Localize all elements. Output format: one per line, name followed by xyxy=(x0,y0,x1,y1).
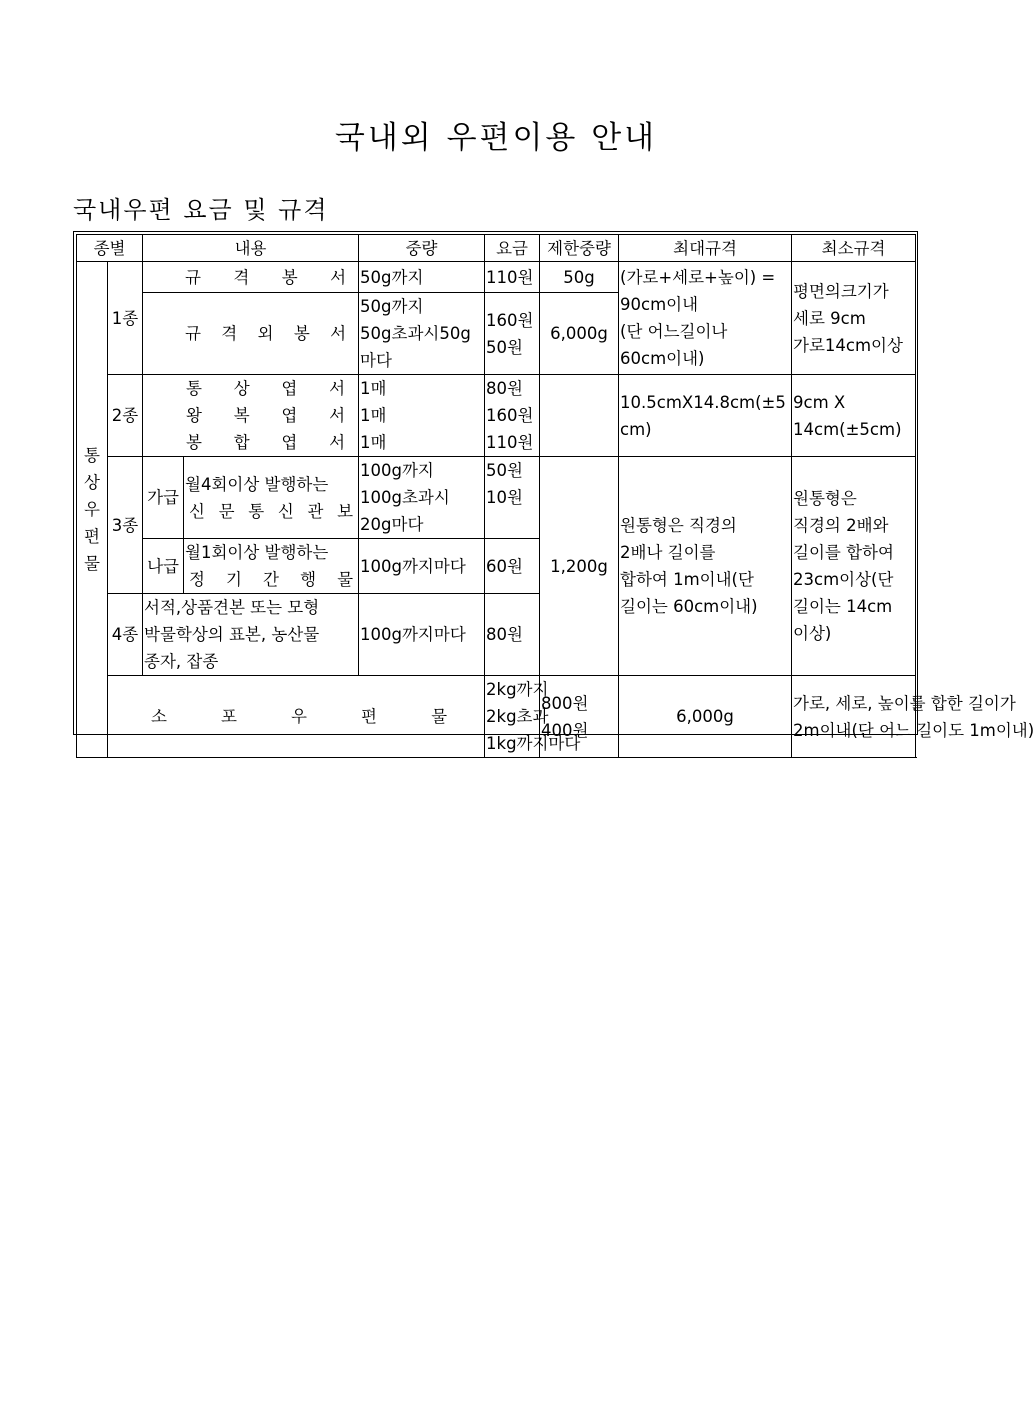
class3-ga-fee xyxy=(485,457,540,539)
parcel-label-text: 소 포 우 편 물 xyxy=(151,707,448,726)
group-label-char: 통 xyxy=(84,446,100,465)
spec-line: 2m이내(단 어느 길이도 1m이내) xyxy=(793,720,1034,740)
weight-line: 50g까지 xyxy=(360,297,424,316)
spec-line: 길이는 14cm xyxy=(793,597,893,616)
class2-weight xyxy=(359,375,485,457)
spec-line: 14cm(±5cm) xyxy=(793,419,902,439)
spec-line: (단 어느길이나 xyxy=(620,322,728,341)
class2-min-spec xyxy=(792,375,916,457)
table-row xyxy=(77,676,916,758)
class3-label: 3종 xyxy=(108,457,143,594)
header-fee: 요금 xyxy=(485,235,540,262)
spec-line: 평면의크기가 xyxy=(793,281,889,301)
class1-nonstandard-fee xyxy=(485,293,540,375)
parcel-limit: 6,000g xyxy=(619,676,792,758)
header-row xyxy=(77,235,916,262)
postal-rate-table xyxy=(76,234,1034,758)
content-line: 월1회이상 발행하는 xyxy=(185,543,329,562)
group-label-regular-mail xyxy=(77,262,108,758)
content-line: 월4회이상 발행하는 xyxy=(185,474,329,494)
class3-ga-label: 가급 xyxy=(143,457,184,539)
group-label-char: 상 xyxy=(84,473,100,492)
class4-label: 4종 xyxy=(108,594,143,676)
header-max: 최대규격 xyxy=(619,235,792,262)
page-title: 국내외 우편이용 안내 xyxy=(334,120,658,156)
content-line: 종자, 잡종 xyxy=(144,652,219,671)
spec-line: 9cm X xyxy=(793,392,846,412)
class2-label: 2종 xyxy=(108,375,143,457)
content-line: 신 문 통 신 관 보 xyxy=(189,501,354,521)
fee-line: 160원 xyxy=(486,406,534,425)
weight-line: 1매 xyxy=(360,433,387,452)
weight-line: 50g초과시50g xyxy=(360,324,471,343)
section-title: 국내우편 요금 및 규격 xyxy=(73,196,329,224)
fee-line: 400원 xyxy=(541,720,589,740)
weight-line: 마다 xyxy=(360,351,392,370)
group-label-char: 물 xyxy=(84,554,100,573)
class3-4-max-spec xyxy=(619,457,792,676)
class1-standard-weight: 50g까지 xyxy=(359,262,485,293)
spec-line: 합하여 1m이내(단 xyxy=(620,570,754,589)
header-content: 내용 xyxy=(143,235,359,262)
spec-line: 2배나 길이를 xyxy=(620,543,716,562)
fee-line: 10원 xyxy=(486,488,523,507)
spec-line: 60cm이내) xyxy=(620,349,705,368)
weight-line: 2kg까지 xyxy=(486,680,549,699)
spec-line: 23cm이상(단 xyxy=(793,570,894,589)
class2-limit xyxy=(540,375,619,457)
class1-nonstandard-letter: 규 격 외 봉 서 xyxy=(143,293,359,375)
spec-line: 길이는 60cm이내) xyxy=(620,597,758,616)
spec-line: 이상) xyxy=(793,624,832,643)
parcel-label xyxy=(108,676,485,758)
postcard-type: 봉 합 엽 서 xyxy=(186,433,346,452)
spec-line: cm) xyxy=(620,419,652,439)
weight-line: 20g마다 xyxy=(360,515,424,534)
spec-line: (가로+세로+높이) = xyxy=(620,268,776,287)
table-row xyxy=(77,375,916,457)
spec-line: 가로14cm이상 xyxy=(793,335,903,355)
fee-line: 50원 xyxy=(486,461,523,480)
content-line: 서적,상품견본 또는 모형 xyxy=(144,598,320,617)
class3-na-fee: 60원 xyxy=(485,539,540,594)
fee-line: 160원 xyxy=(486,310,534,330)
class1-nonstandard-weight xyxy=(359,293,485,375)
spec-line: 원통형은 직경의 xyxy=(620,516,737,535)
group-label-char: 우 xyxy=(84,500,100,519)
table-row xyxy=(77,457,916,539)
class1-standard-fee: 110원 xyxy=(485,262,540,293)
class2-postcards xyxy=(143,375,359,457)
spec-line: 직경의 2배와 xyxy=(793,516,889,535)
class1-nonstandard-limit: 6,000g xyxy=(540,293,619,375)
class3-na-content xyxy=(184,539,359,594)
class4-content xyxy=(143,594,359,676)
class3-4-min-spec xyxy=(792,457,916,676)
group-label-char: 편 xyxy=(84,527,100,546)
parcel-spec xyxy=(792,676,1034,758)
weight-line: 1매 xyxy=(360,406,387,425)
spec-line: 길이를 합하여 xyxy=(793,543,894,562)
header-limit: 제한중량 xyxy=(540,235,619,262)
class1-min-spec xyxy=(792,262,916,375)
fee-line: 50원 xyxy=(486,337,523,357)
header-type: 종별 xyxy=(77,235,143,262)
class2-fee xyxy=(485,375,540,457)
table-row xyxy=(77,262,916,293)
class3-na-label: 나급 xyxy=(143,539,184,594)
spec-line: 원통형은 xyxy=(793,489,857,508)
class4-fee: 80원 xyxy=(485,594,540,676)
class1-standard-letter: 규 격 봉 서 xyxy=(143,262,359,293)
class2-max-spec xyxy=(619,375,792,457)
fee-line: 80원 xyxy=(486,379,523,398)
fee-line: 110원 xyxy=(486,433,534,452)
spec-line: 90cm이내 xyxy=(620,295,699,314)
header-weight: 중량 xyxy=(359,235,485,262)
content-line: 박물학상의 표본, 농산물 xyxy=(144,625,320,644)
fee-line: 800원 xyxy=(541,693,589,713)
class1-label: 1종 xyxy=(108,262,143,375)
class4-weight: 100g까지마다 xyxy=(359,594,485,676)
weight-line: 100g초과시 xyxy=(360,488,450,507)
class1-standard-limit: 50g xyxy=(540,262,619,293)
weight-line: 100g까지 xyxy=(360,461,434,480)
postcard-type: 왕 복 엽 서 xyxy=(186,406,346,425)
class3-4-limit: 1,200g xyxy=(540,457,619,676)
class3-na-weight: 100g까지마다 xyxy=(359,539,485,594)
content-line: 정 기 간 행 물 xyxy=(189,570,354,589)
header-min: 최소규격 xyxy=(792,235,916,262)
class1-max-spec xyxy=(619,262,792,375)
weight-line: 1kg까지마다 xyxy=(486,734,581,753)
weight-line: 1매 xyxy=(360,379,387,398)
class3-ga-content xyxy=(184,457,359,539)
weight-line: 2kg초과 xyxy=(486,707,549,726)
spec-line: 세로 9cm xyxy=(793,308,866,328)
postcard-type: 통 상 엽 서 xyxy=(186,379,346,398)
spec-line: 가로, 세로, 높이를 합한 길이가 xyxy=(793,693,1016,713)
class3-ga-weight xyxy=(359,457,485,539)
spec-line: 10.5cmX14.8cm(±5 xyxy=(620,392,786,412)
